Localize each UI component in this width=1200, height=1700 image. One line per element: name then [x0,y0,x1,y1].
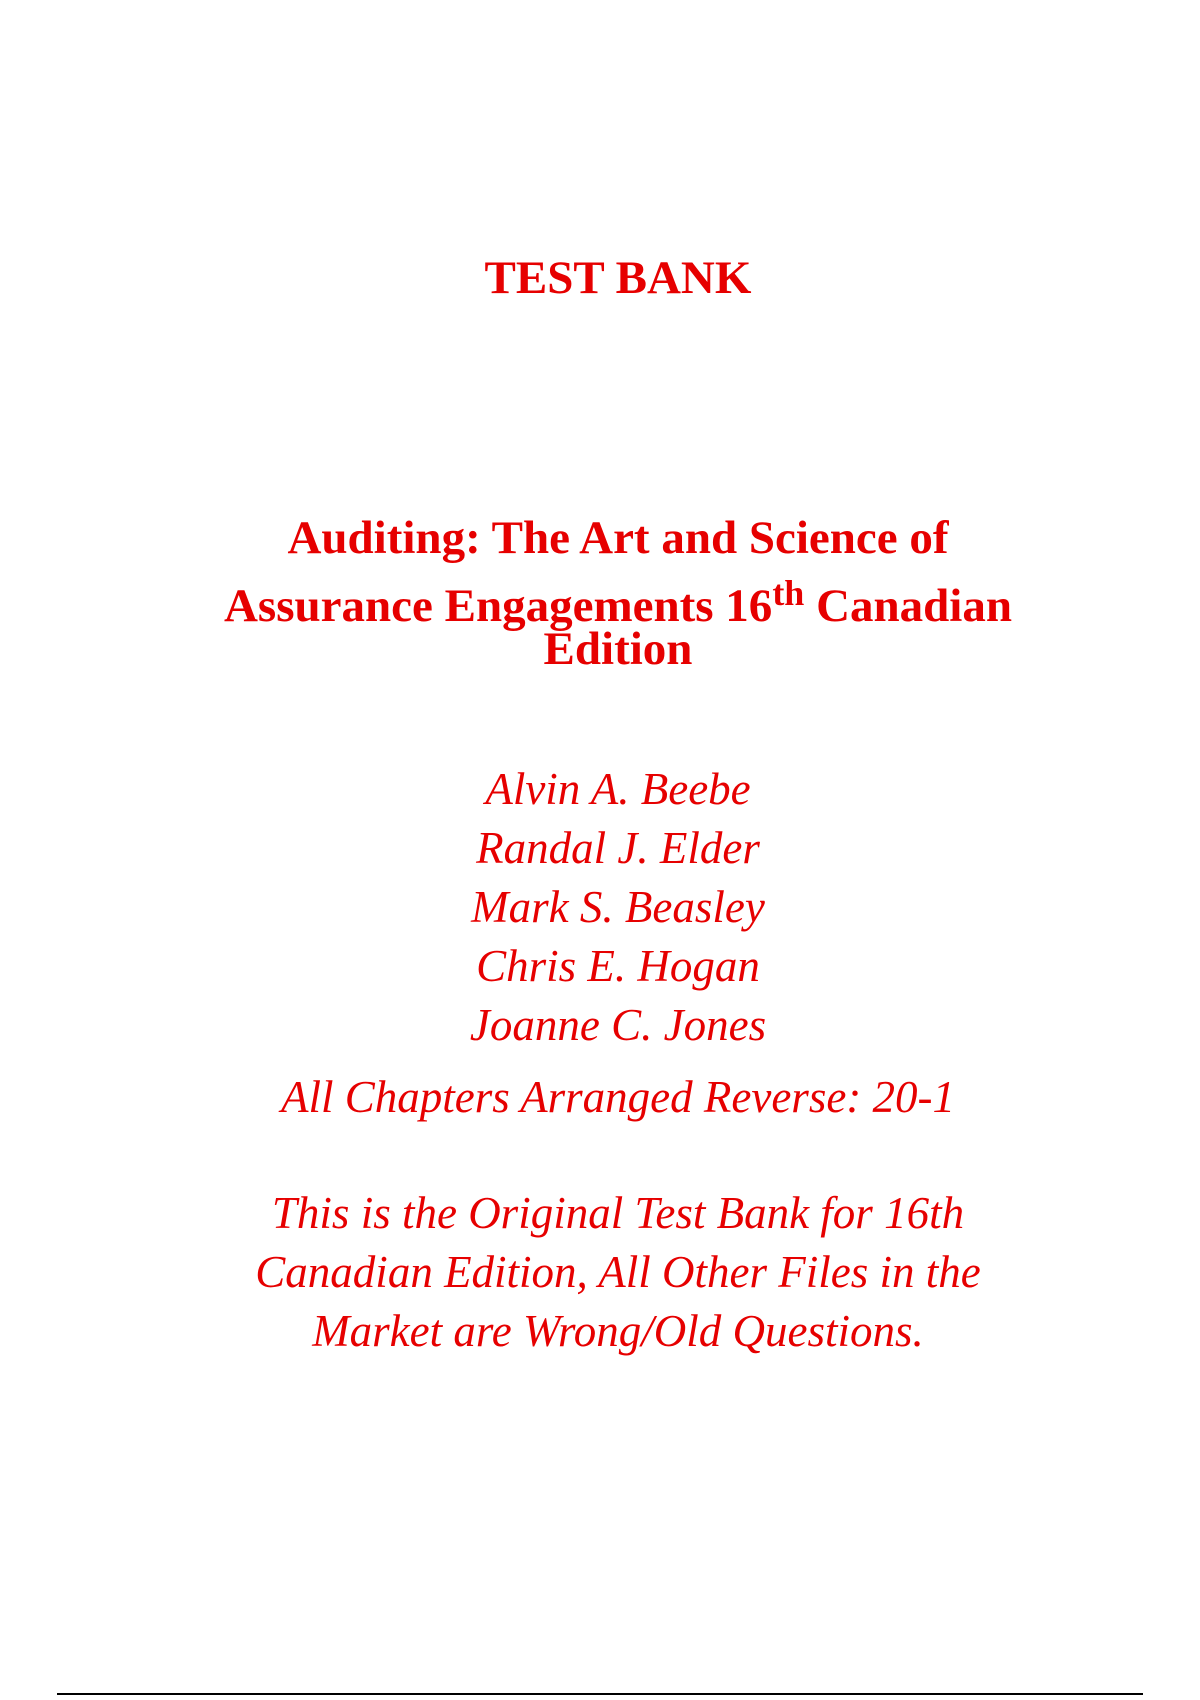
author-name: Alvin A. Beebe [485,764,751,814]
footer-divider [57,1693,1143,1695]
book-title-line-2-text: Assurance Engagements 16 [223,580,773,632]
document-label: TEST BANK [484,252,752,304]
original-note-line: Market are Wrong/Old Questions. [312,1306,924,1356]
original-note [0,1184,1200,1361]
author-name: Chris E. Hogan [476,941,760,991]
author-name: Randal J. Elder [476,823,760,873]
chapters-note: All Chapters Arranged Reverse: 20-1 [280,1072,956,1122]
author-list [0,760,1200,1055]
book-title-line-1: Auditing: The Art and Science of [287,512,949,564]
author-name: Mark S. Beasley [471,882,765,932]
original-note-line: This is the Original Test Bank for 16th [271,1188,965,1238]
book-title-line-3: Edition [543,623,693,675]
author-name: Joanne C. Jones [469,1000,767,1050]
edition-superscript: th [772,573,805,613]
book-title-line-2-after: Canadian [804,580,1012,632]
original-note-line: Canadian Edition, All Other Files in the [255,1247,981,1297]
